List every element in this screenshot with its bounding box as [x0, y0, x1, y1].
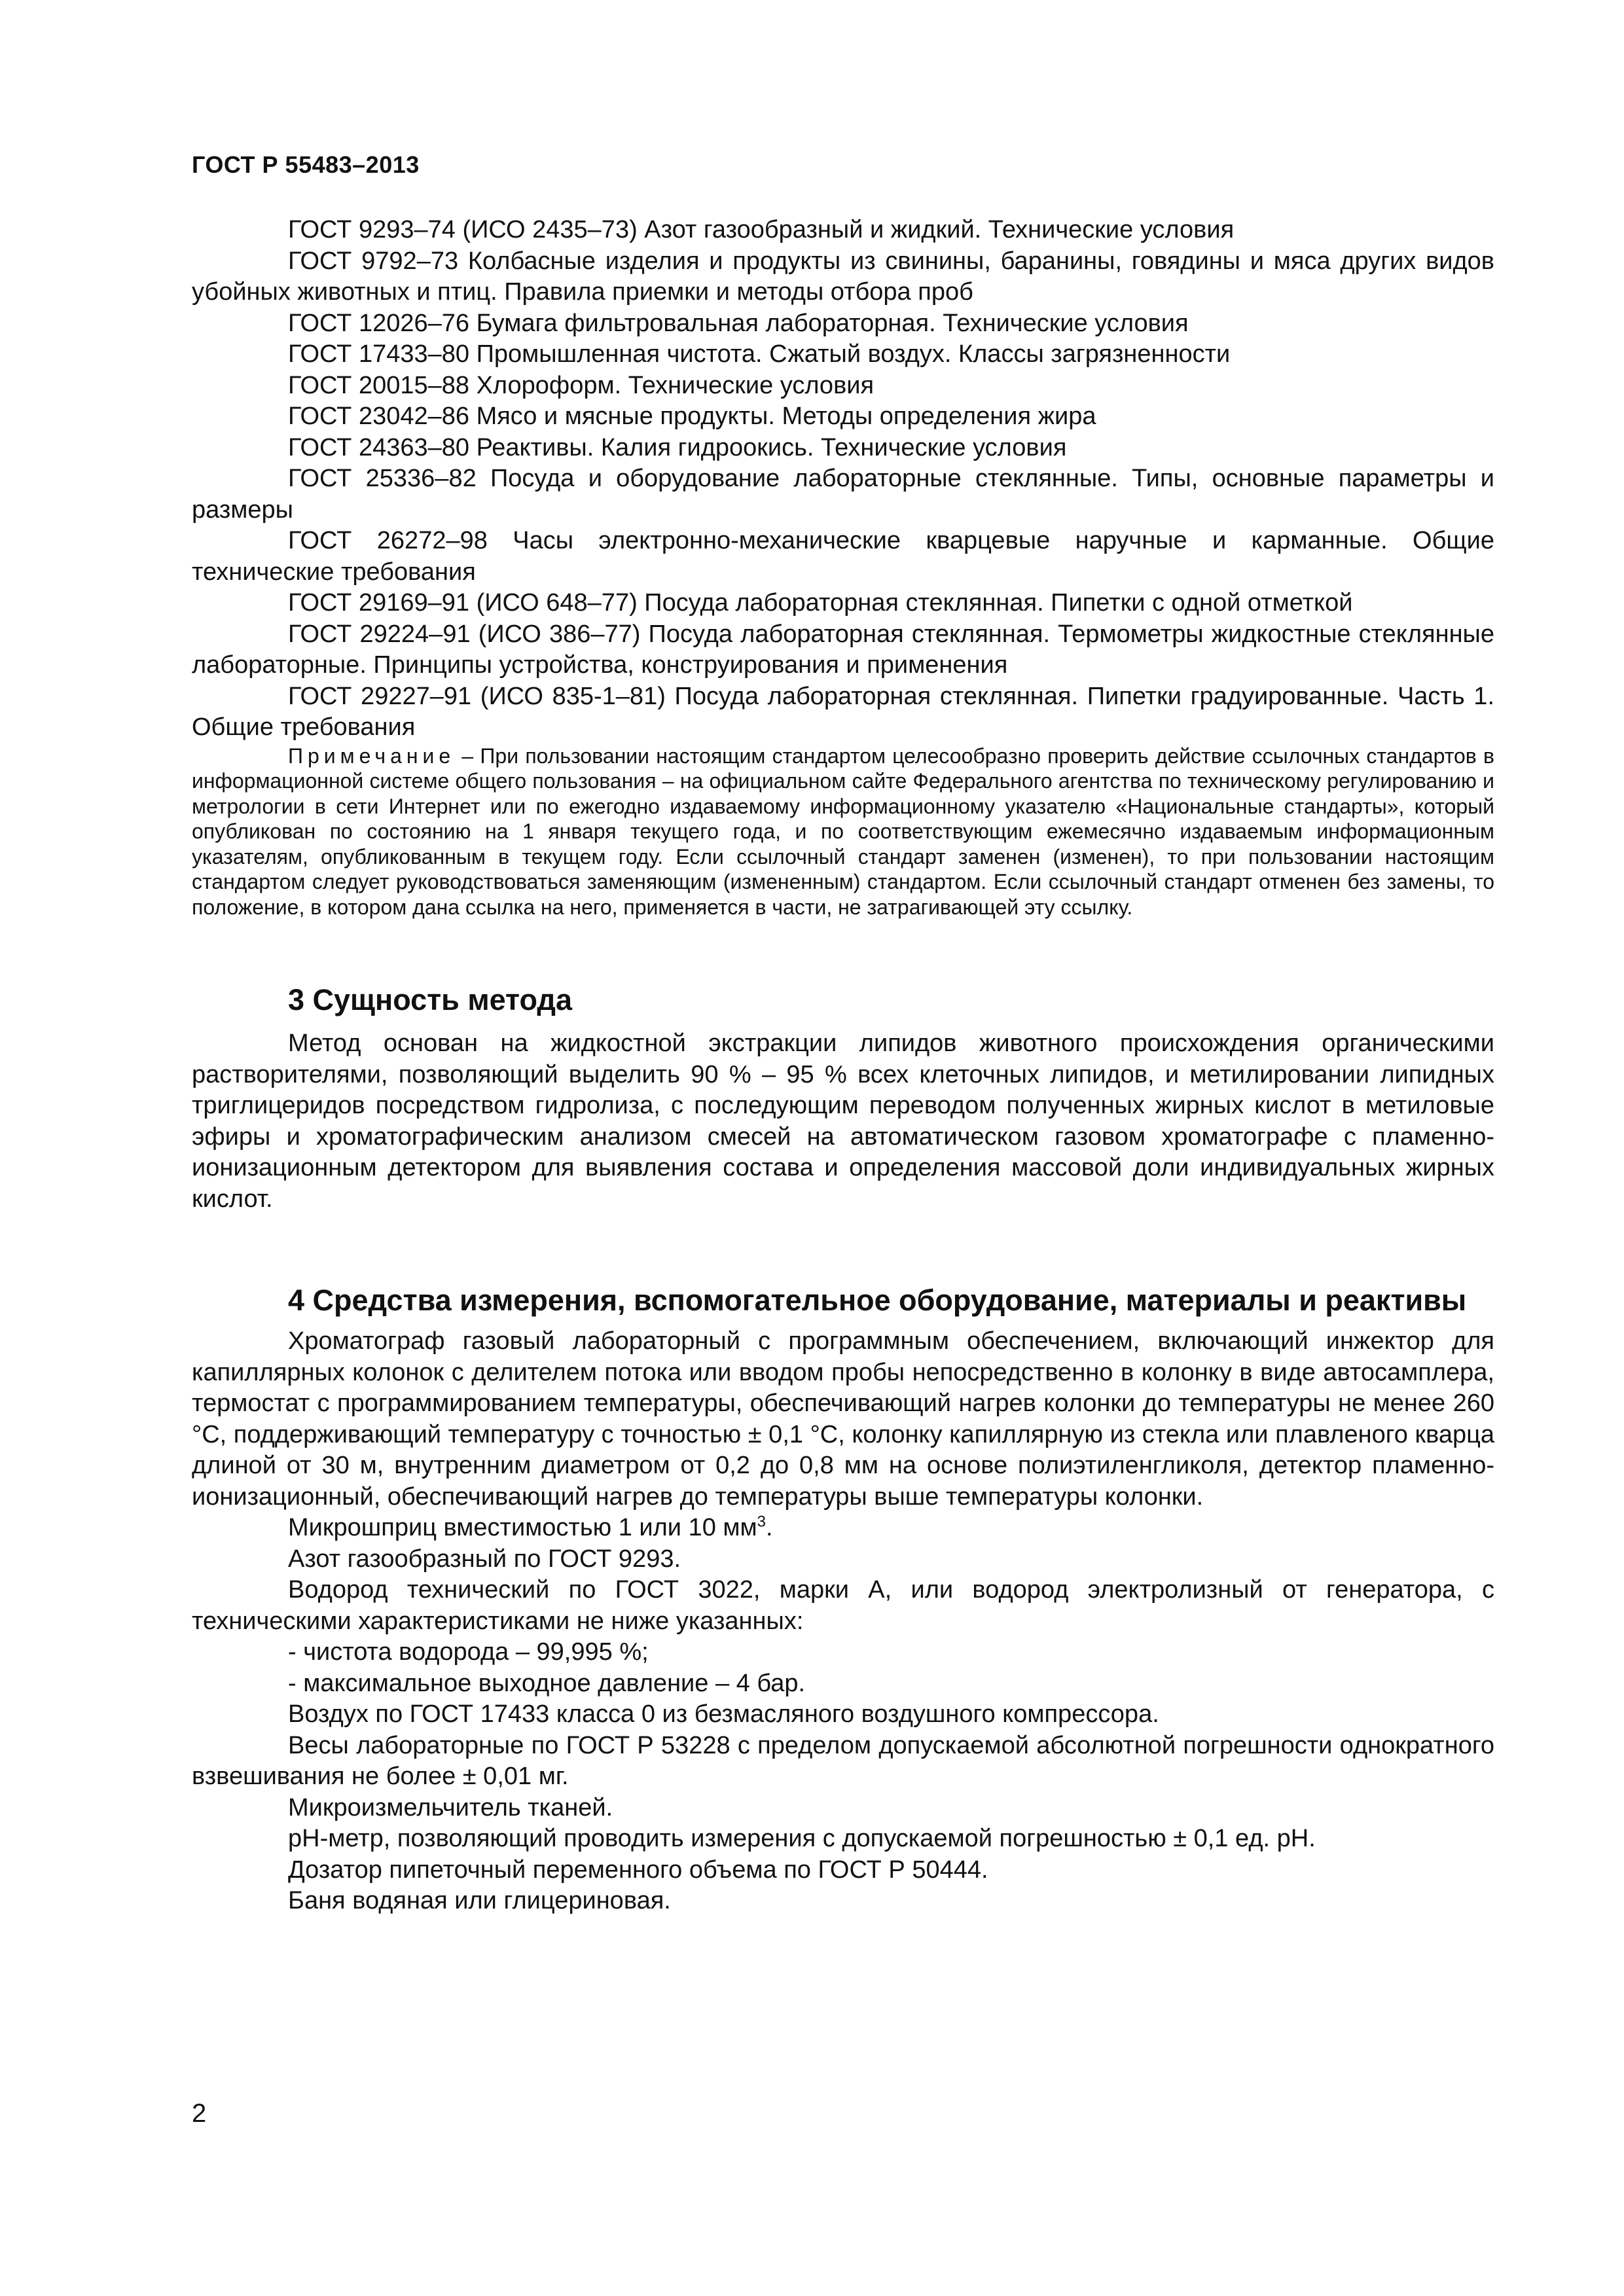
reference-item: ГОСТ 26272–98 Часы электронно-механические кварцевые наручные и карманные. Общие технические требования	[192, 527, 1494, 586]
note-paragraph	[192, 744, 1494, 920]
reference-item: ГОСТ 9293–74 (ИСО 2435–73) Азот газообразный и жидкий. Технические условия	[288, 216, 1235, 243]
section-4-paragraph: Водород технический по ГОСТ 3022, марки А, или водород электролизный от генератора, с техническими характеристиками не ниже указанных:	[192, 1576, 1494, 1635]
reference-item: ГОСТ 23042–86 Мясо и мясные продукты. Методы определения жира	[288, 403, 1096, 430]
note-label: Примечание	[288, 744, 456, 768]
reference-item: ГОСТ 29169–91 (ИСО 648–77) Посуда лабораторная стеклянная. Пипетки с одной отметкой	[288, 589, 1353, 617]
section-4-list-item: - максимальное выходное давление – 4 бар.	[288, 1669, 806, 1697]
section-3-body: Метод основан на жидкостной экстракции липидов животного происхождения органическими растворителями, позволяющий выделить 90 % – 95 % всех клеточных липидов, и метилировании липидных триглицеридов посредством гидролиза, с последующим переводом полученных жирных кислот в метиловые эфиры и хроматографическим анализом смесей на автоматическом газовом хроматографе с пламенно-ионизационным детектором для выявления состава и определения массовой доли индивидуальных жирных кислот.	[192, 1030, 1494, 1213]
document-header: ГОСТ Р 55483–2013	[192, 151, 420, 178]
reference-item: ГОСТ 9792–73 Колбасные изделия и продукты из свинины, баранины, говядины и мяса других видов убойных животных и птиц. Правила приемки и методы отбора проб	[192, 247, 1494, 306]
section-4-paragraph: Баня водяная или глицериновая.	[288, 1887, 671, 1914]
section-4-paragraph	[192, 1513, 1494, 1544]
section-4-paragraph: Хроматограф газовый лабораторный с программным обеспечением, включающий инжектор для капиллярных колонок с делителем потока или вводом пробы непосредственно в колонку в виде автосамплера, термостат с программированием температуры, обеспечивающий нагрев колонки до температуры не менее 260 °С, поддерживающий температуру с точностью ± 0,1 °С, колонку капиллярную из стекла или плавленого кварца длиной от 30 м, внутренним диаметром от 0,2 до 0,8 мм на основе полиэтиленгликоля, детектор пламенно-ионизационный, обеспечивающий нагрев до температуры выше температуры колонки.	[192, 1327, 1494, 1511]
reference-item: ГОСТ 17433–80 Промышленная чистота. Сжатый воздух. Классы загрязненности	[288, 340, 1231, 368]
page-body	[192, 215, 1494, 1917]
reference-item: ГОСТ 25336–82 Посуда и оборудование лабораторные стеклянные. Типы, основные параметры и размеры	[192, 465, 1494, 524]
reference-item: ГОСТ 29227–91 (ИСО 835-1–81) Посуда лабораторная стеклянная. Пипетки градуированные. Часть 1. Общие требования	[192, 682, 1494, 741]
section-4-paragraph: Микроизмельчитель тканей.	[288, 1793, 613, 1821]
reference-item: ГОСТ 24363–80 Реактивы. Калия гидроокись. Технические условия	[288, 433, 1067, 461]
section-4-paragraph: Весы лабораторные по ГОСТ Р 53228 с пределом допускаемой абсолютной погрешности однократного взвешивания не более ± 0,01 мг.	[192, 1731, 1494, 1790]
section-3-title: 3 Сущность метода	[288, 983, 572, 1016]
references-list	[192, 215, 1494, 744]
section-4-title: 4 Средства измерения, вспомогательное оборудование, материалы и реактивы	[288, 1283, 1467, 1317]
reference-item: ГОСТ 20015–88 Хлороформ. Технические условия	[288, 371, 875, 399]
microsyringe-text: Микрошприц вместимостью 1 или 10 мм	[288, 1514, 757, 1541]
reference-item: ГОСТ 29224–91 (ИСО 386–77) Посуда лабораторная стеклянная. Термометры жидкостные стеклянные лабораторные. Принципы устройства, конструирования и применения	[192, 620, 1494, 679]
unit-superscript: 3	[757, 1513, 766, 1531]
section-4-paragraph: рН-метр, позволяющий проводить измерения с допускаемой погрешностью ± 0,1 ед. рН.	[288, 1825, 1316, 1852]
section-4-list-item: - чистота водорода – 99,995 %;	[288, 1638, 649, 1666]
note-text: – При пользовании настоящим стандартом целесообразно проверить действие ссылочных стандартов в информационной системе общего пользования – на официальном сайте Федерального агентства по техническому регулированию и метрологии в сети Интернет или по ежегодно издаваемому информационному указателю «Национальные стандарты», который опубликован по состоянию на 1 января текущего года, и по соответствующим ежемесячно издаваемым информационным указателям, опубликованным в текущем году. Если ссылочный стандарт заменен (изменен), то при пользовании настоящим стандартом следует руководствоваться заменяющим (измененным) стандартом. Если ссылочный стандарт отменен без замены, то положение, в котором дана ссылка на него, применяется в части, не затрагивающей эту ссылку.	[192, 744, 1494, 919]
section-4-paragraph: Дозатор пипеточный переменного объема по ГОСТ Р 50444.	[288, 1856, 988, 1884]
section-4-paragraph: Азот газообразный по ГОСТ 9293.	[288, 1545, 681, 1573]
sentence-end: .	[766, 1514, 773, 1541]
section-4-paragraph: Воздух по ГОСТ 17433 класса 0 из безмасляного воздушного компрессора.	[288, 1700, 1159, 1728]
page-number: 2	[192, 2099, 207, 2128]
reference-item: ГОСТ 12026–76 Бумага фильтровальная лабораторная. Технические условия	[288, 309, 1189, 337]
